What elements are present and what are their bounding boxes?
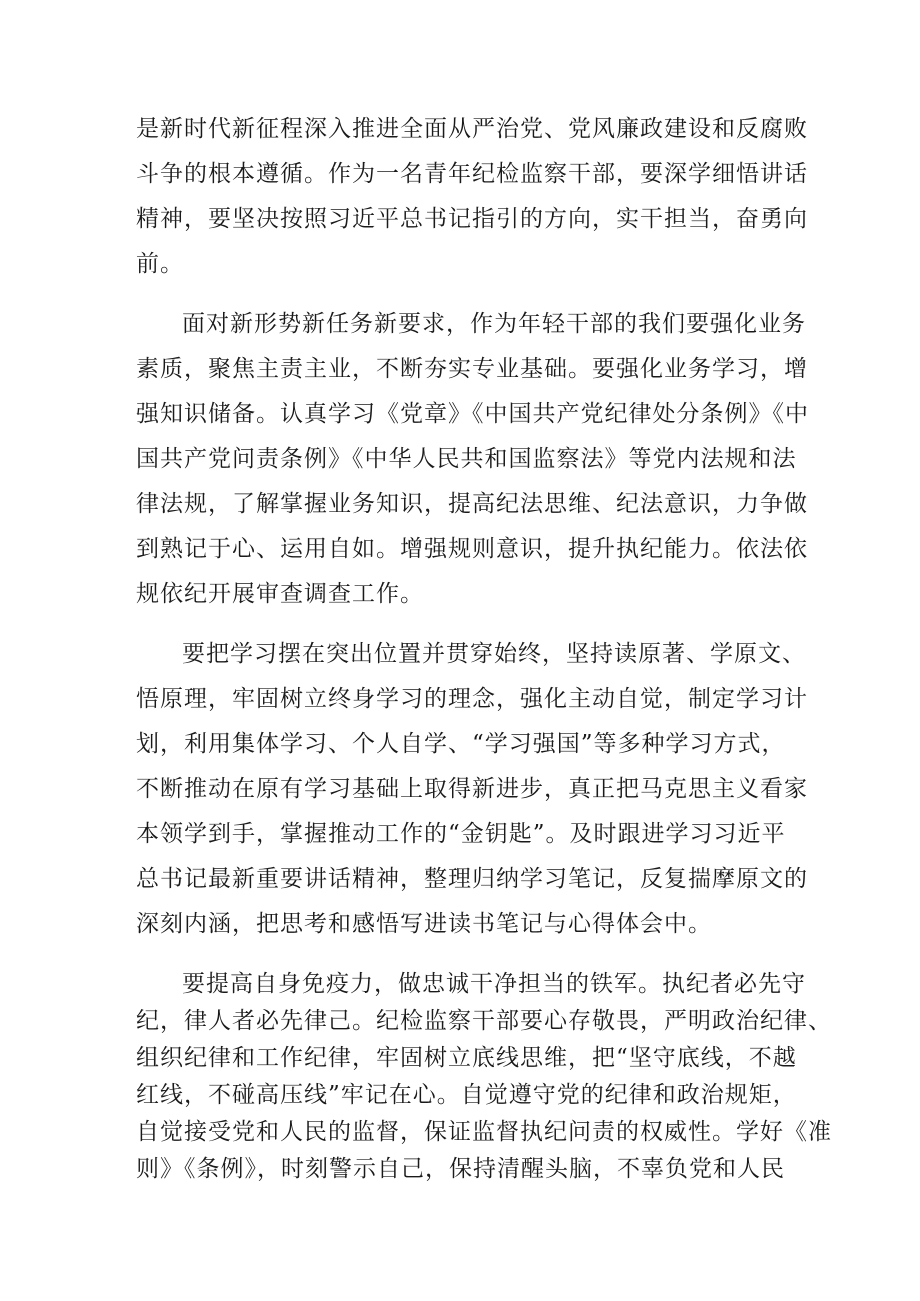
text-line: 国共产党问责条例》《中华人民共和国监察法》等党内法规和法	[136, 446, 797, 472]
text-line: 红线，不碰高压线”牢记在心。自觉遵守党的纪律和政治规矩，	[136, 1082, 797, 1108]
text-line: 组织纪律和工作纪律，牢固树立底线思维，把“坚守底线，不越	[136, 1045, 797, 1071]
text-line: 要提高自身免疫力，做忠诚干净担当的铁军。执纪者必先守	[182, 971, 806, 997]
paragraph-1	[136, 112, 808, 282]
text-line: 则》《条例》，时刻警示自己，保持清醒头脑，不辜负党和人民	[136, 1156, 785, 1182]
text-line: 划，利用集体学习、个人自学、“学习强国”等多种学习方式，	[136, 731, 786, 757]
text-line: 规依纪开展审查调查工作。	[136, 581, 424, 607]
text-line: 是新时代新征程深入推进全面从严治党、党风廉政建设和反腐败	[136, 116, 808, 142]
paragraph-2	[136, 307, 809, 612]
text-line: 要把学习摆在突出位置并贯穿始终，坚持读原著、学原文、	[182, 641, 806, 667]
text-line: 本领学到手，掌握推动工作的“金钥匙”。及时跟进学习习近平	[136, 821, 786, 847]
text-line: 不断推动在原有学习基础上取得新进步，真正把马克思主义看家	[136, 776, 808, 802]
text-line: 面对新形势新任务新要求，作为年轻干部的我们要强化业务	[182, 311, 806, 337]
text-line: 深刻内涵，把思考和感悟写进读书笔记与心得体会中。	[136, 911, 712, 937]
text-line: 律法规，了解掌握业务知识，提高纪法思维、纪法意识，力争做	[136, 491, 808, 517]
text-line: 到熟记于心、运用自如。增强规则意识，提升执纪能力。依法依	[136, 536, 808, 562]
text-line: 精神，要坚决按照习近平总书记指引的方向，实干担当，奋勇向	[136, 206, 808, 232]
paragraph-4	[136, 967, 832, 1187]
text-line: 总书记最新重要讲话精神，整理归纳学习笔记，反复揣摩原文的	[136, 866, 808, 892]
text-line: 纪，律人者必先律己。纪检监察干部要心存敬畏，严明政治纪律、	[136, 1008, 832, 1034]
text-line: 前。	[136, 251, 184, 277]
text-line: 自觉接受党和人民的监督，保证监督执纪问责的权威性。学好《准	[136, 1119, 832, 1145]
text-line: 素质，聚焦主责主业，不断夯实专业基础。要强化业务学习，增	[136, 356, 808, 382]
text-line: 强知识储备。认真学习《党章》《中国共产党纪律处分条例》《中	[136, 401, 809, 427]
document-page	[136, 112, 832, 1187]
text-line: 斗争的根本遵循。作为一名青年纪检监察干部，要深学细悟讲话	[136, 161, 808, 187]
text-line: 悟原理，牢固树立终身学习的理念，强化主动自觉，制定学习计	[136, 686, 808, 712]
paragraph-3	[136, 637, 808, 942]
